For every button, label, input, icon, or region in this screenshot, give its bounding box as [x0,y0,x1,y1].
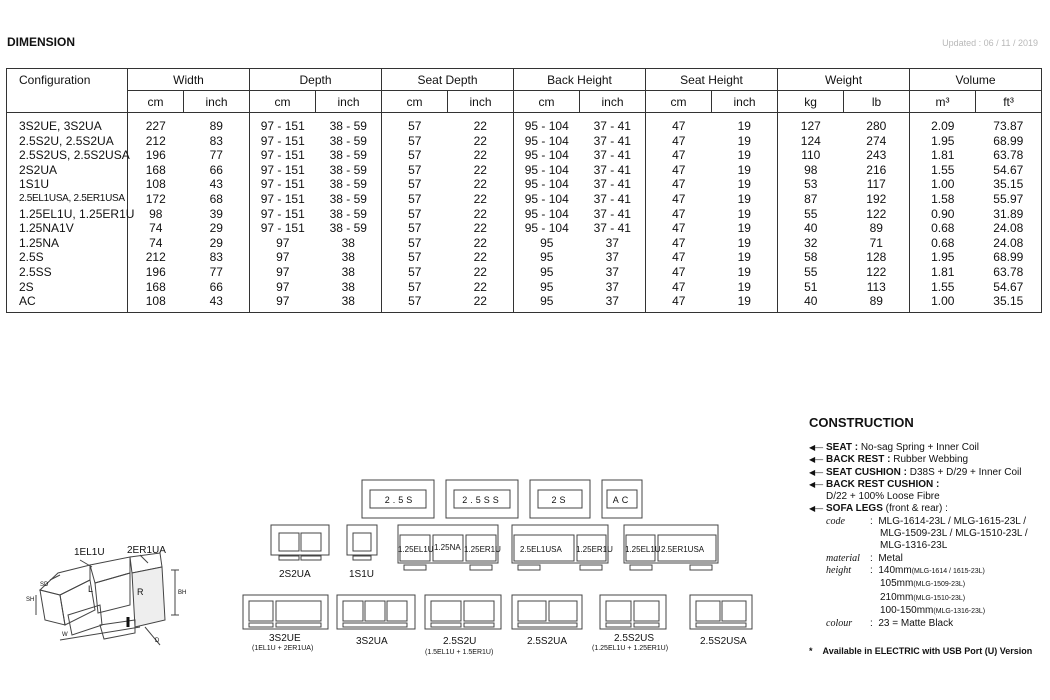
value-cell: 216 [844,163,910,178]
unit-header-row [7,91,1042,113]
value-cell: 98 [778,163,844,178]
value-cell: 212 [128,134,184,149]
mid-box-3: 1.25ER1U [464,545,501,554]
value-cell: 68 [184,192,250,207]
value-cell: 19 [712,134,778,149]
value-cell: 89 [184,113,250,134]
value-cell: 122 [844,207,910,222]
value-cell: 37 - 41 [580,177,646,192]
value-cell: 1.81 [910,148,976,163]
value-cell: 38 - 59 [316,192,382,207]
value-cell: 32 [778,236,844,251]
config-cell: 1.25NA1V [7,221,128,236]
value-cell: 57 [382,236,448,251]
value-cell: 19 [712,207,778,222]
value-cell: 63.78 [976,265,1042,280]
config-cell: 1S1U [7,177,128,192]
value-cell: 73.87 [976,113,1042,134]
value-cell: 117 [844,177,910,192]
value-cell: 55.97 [976,192,1042,207]
config-cell: 2.5SS [7,265,128,280]
table-row [7,265,1042,280]
config-cell: 2.5S2U, 2.5S2UA [7,134,128,149]
sofa-bh-label: BH [178,590,187,596]
table-row [7,113,1042,134]
config-cell: 2S [7,280,128,295]
layout-label-3s2ue: 3S2UE [269,633,301,644]
value-cell: 95 - 104 [514,192,580,207]
value-cell: 113 [844,280,910,295]
sofa-layout-diagram [0,455,800,700]
table-row [7,192,1042,207]
value-cell: 22 [448,192,514,207]
unit-header: inch [580,91,646,113]
value-cell: 68.99 [976,250,1042,265]
value-cell: 66 [184,163,250,178]
value-cell: 47 [646,134,712,149]
value-cell: 47 [646,148,712,163]
value-cell: 97 [250,236,316,251]
value-cell: 40 [778,221,844,236]
layout-label-2s2ua: 2S2UA [279,569,311,580]
value-cell: 22 [448,221,514,236]
value-cell: 95 - 104 [514,163,580,178]
mid-box-4: 2.5EL1USA [520,545,562,554]
value-cell: 58 [778,250,844,265]
header-seat-depth: Seat Depth [382,69,514,91]
value-cell: 168 [128,280,184,295]
layout-sub-2.5s2us: (1.25EL1U + 1.25ER1U) [592,645,669,652]
value-cell: 47 [646,265,712,280]
value-cell: 35.15 [976,294,1042,312]
value-cell: 22 [448,148,514,163]
table-row [7,148,1042,163]
group-header-row [7,69,1042,91]
unit-header: cm [382,91,448,113]
value-cell: 55 [778,265,844,280]
mid-box-5: 1.25ER1U [576,545,613,554]
value-cell: 22 [448,250,514,265]
construction-title: CONSTRUCTION [809,415,914,430]
value-cell: 97 [250,250,316,265]
value-cell: 95 - 104 [514,207,580,222]
value-cell: 38 [316,265,382,280]
config-cell: 2.5S [7,250,128,265]
value-cell: 95 - 104 [514,221,580,236]
value-cell: 19 [712,236,778,251]
value-cell: 89 [844,221,910,236]
header-weight: Weight [778,69,910,91]
value-cell: 57 [382,280,448,295]
value-cell: 168 [128,163,184,178]
layout-label-2.5s2us: 2.5S2US [614,633,655,644]
sofa-d-label: D [155,638,160,644]
value-cell: 108 [128,177,184,192]
header-back-height: Back Height [514,69,646,91]
value-cell: 47 [646,294,712,312]
config-cell: 3S2UE, 3S2UA [7,113,128,134]
value-cell: 19 [712,163,778,178]
value-cell: 95 [514,280,580,295]
arrow-icon: ◀— [809,504,824,514]
value-cell: 22 [448,294,514,312]
value-cell: 212 [128,250,184,265]
value-cell: 38 [316,280,382,295]
value-cell: 47 [646,250,712,265]
value-cell: 95 [514,265,580,280]
unit-header: cm [646,91,712,113]
value-cell: 47 [646,207,712,222]
sofa-sd-label: SD [40,582,49,588]
unit-header: lb [844,91,910,113]
value-cell: 57 [382,294,448,312]
arrow-icon: ◀— [809,467,824,477]
value-cell: 97 [250,294,316,312]
value-cell: 53 [778,177,844,192]
value-cell: 38 - 59 [316,113,382,134]
value-cell: 38 [316,294,382,312]
arrow-icon: ◀— [809,455,824,465]
value-cell: 1.95 [910,250,976,265]
value-cell: 57 [382,265,448,280]
config-cell: 2.5S2US, 2.5S2USA [7,148,128,163]
header-configuration: Configuration [7,69,128,113]
value-cell: 97 - 151 [250,163,316,178]
value-cell: 1.55 [910,280,976,295]
value-cell: 29 [184,221,250,236]
value-cell: 37 [580,280,646,295]
value-cell: 24.08 [976,221,1042,236]
mid-box-2: 1.25NA [434,543,461,552]
value-cell: 1.58 [910,192,976,207]
value-cell: 1.00 [910,294,976,312]
value-cell: 47 [646,113,712,134]
table-row [7,207,1042,222]
value-cell: 0.68 [910,221,976,236]
value-cell: 22 [448,265,514,280]
bottom-row-layouts [243,595,752,629]
table-row [7,294,1042,312]
value-cell: 22 [448,113,514,134]
value-cell: 57 [382,192,448,207]
value-cell: 66 [184,280,250,295]
value-cell: 274 [844,134,910,149]
sofa-label-right: 2ER1UA [127,545,166,556]
value-cell: 51 [778,280,844,295]
layout-label-2.5s: 2.5S [384,495,416,505]
config-cell: 1.25EL1U, 1.25ER1U [7,207,128,222]
value-cell: 43 [184,294,250,312]
value-cell: 19 [712,294,778,312]
unit-header: kg [778,91,844,113]
value-cell: 97 - 151 [250,177,316,192]
header-volume: Volume [910,69,1042,91]
value-cell: 38 - 59 [316,207,382,222]
value-cell: 38 - 59 [316,221,382,236]
value-cell: 97 - 151 [250,134,316,149]
value-cell: 22 [448,280,514,295]
value-cell: 29 [184,236,250,251]
value-cell: 47 [646,236,712,251]
value-cell: 83 [184,134,250,149]
value-cell: 95 [514,294,580,312]
value-cell: 24.08 [976,236,1042,251]
value-cell: 22 [448,163,514,178]
dimension-table [6,68,1042,313]
unit-header: cm [128,91,184,113]
mid-box-7: 2.5ER1USA [661,545,705,554]
value-cell: 95 - 104 [514,177,580,192]
value-cell: 55 [778,207,844,222]
layout-label-2.5ss: 2.5SS [462,495,502,505]
sofa-seat-r: R [137,587,144,597]
value-cell: 37 - 41 [580,134,646,149]
value-cell: 192 [844,192,910,207]
layout-label-ac: AC [612,495,632,505]
value-cell: 128 [844,250,910,265]
value-cell: 1.81 [910,265,976,280]
value-cell: 31.89 [976,207,1042,222]
value-cell: 97 - 151 [250,113,316,134]
value-cell: 122 [844,265,910,280]
value-cell: 37 [580,265,646,280]
value-cell: 97 - 151 [250,221,316,236]
value-cell: 227 [128,113,184,134]
header-depth: Depth [250,69,382,91]
value-cell: 37 - 41 [580,163,646,178]
config-cell: 2S2UA [7,163,128,178]
table-row [7,250,1042,265]
unit-header: cm [514,91,580,113]
unit-header: cm [250,91,316,113]
value-cell: 280 [844,113,910,134]
value-cell: 97 - 151 [250,192,316,207]
unit-header: inch [448,91,514,113]
layout-label-2.5s2u: 2.5S2U [443,636,477,647]
value-cell: 63.78 [976,148,1042,163]
value-cell: 19 [712,192,778,207]
value-cell: 40 [778,294,844,312]
layout-sub-3s2ue: (1EL1U + 2ER1UA) [252,645,314,652]
value-cell: 89 [844,294,910,312]
sofa-sh-label: SH [26,597,35,603]
unit-header: m³ [910,91,976,113]
value-cell: 37 - 41 [580,221,646,236]
layout-label-1s1u: 1S1U [349,569,375,580]
value-cell: 74 [128,236,184,251]
config-cell: AC [7,294,128,312]
value-cell: 77 [184,265,250,280]
config-cell: 2.5EL1USA, 2.5ER1USA [7,192,128,207]
arrow-icon: ◀— [809,443,824,452]
value-cell: 37 - 41 [580,113,646,134]
value-cell: 19 [712,280,778,295]
table-row [7,134,1042,149]
value-cell: 1.55 [910,163,976,178]
electric-note: * Available in ELECTRIC with USB Port (U) Version [809,646,1033,656]
value-cell: 1.95 [910,134,976,149]
value-cell: 37 - 41 [580,148,646,163]
value-cell: 97 [250,265,316,280]
value-cell: 2.09 [910,113,976,134]
value-cell: 1.00 [910,177,976,192]
unit-header: inch [712,91,778,113]
sofa-label-left: 1EL1U [74,547,105,558]
unit-header: ft³ [976,91,1042,113]
value-cell: 22 [448,134,514,149]
value-cell: 47 [646,280,712,295]
value-cell: 57 [382,148,448,163]
value-cell: 0.68 [910,236,976,251]
unit-header: inch [316,91,382,113]
value-cell: 47 [646,192,712,207]
value-cell: 83 [184,250,250,265]
mid-box-1: 1.25EL1U [398,545,434,554]
value-cell: 108 [128,294,184,312]
value-cell: 74 [128,221,184,236]
value-cell: 57 [382,250,448,265]
value-cell: 38 - 59 [316,148,382,163]
updated-date: Updated : 06 / 11 / 2019 [942,38,1038,48]
config-cell: 1.25NA [7,236,128,251]
value-cell: 95 - 104 [514,113,580,134]
header-seat-height: Seat Height [646,69,778,91]
value-cell: 57 [382,134,448,149]
value-cell: 97 [250,280,316,295]
sofa-w-label: W [62,632,68,638]
value-cell: 38 - 59 [316,134,382,149]
value-cell: 95 [514,236,580,251]
header-width: Width [128,69,250,91]
value-cell: 37 [580,236,646,251]
value-cell: 54.67 [976,163,1042,178]
value-cell: 243 [844,148,910,163]
value-cell: 196 [128,148,184,163]
construction-list: ◀— SEAT : No-sag Spring + Inner Coil ◀— BACK REST : Rubber Webbing ◀— SEAT CUSHION : D38S + D/29 + Inner Coil ◀— BACK REST CUSHION : D/22 + 100% Loose Fibre ◀— SOFA LEGS (front & rear) : code : MLG-1614-23L / MLG-1615-23L / MLG-1509-23L / MLG-1510-23L / MLG-1316-23L material : Metal height : 140mm(MLG-1614 / 1615-23L) 105mm(MLG-1509-23L) 210mm(MLG-1510-23L) 100-150mm(MLG-1316-23L) colour : 23 = Matte Black [809,442,1028,630]
value-cell: 95 - 104 [514,148,580,163]
value-cell: 57 [382,207,448,222]
layout-label-2s: 2S [551,495,569,505]
value-cell: 124 [778,134,844,149]
value-cell: 35.15 [976,177,1042,192]
value-cell: 0.90 [910,207,976,222]
value-cell: 22 [448,177,514,192]
value-cell: 95 [514,250,580,265]
value-cell: 37 [580,250,646,265]
value-cell: 19 [712,265,778,280]
value-cell: 98 [128,207,184,222]
value-cell: 22 [448,236,514,251]
value-cell: 19 [712,250,778,265]
value-cell: 95 - 104 [514,134,580,149]
mid-box-6: 1.25EL1U [625,545,661,554]
value-cell: 57 [382,113,448,134]
value-cell: 68.99 [976,134,1042,149]
value-cell: 71 [844,236,910,251]
value-cell: 19 [712,221,778,236]
table-row [7,221,1042,236]
arrow-icon: ◀— [809,479,824,489]
layout-sub-2.5s2u: (1.5EL1U + 1.5ER1U) [425,649,494,656]
value-cell: 22 [448,207,514,222]
value-cell: 57 [382,177,448,192]
layout-label-2.5s2usa: 2.5S2USA [700,636,747,647]
page-title: DIMENSION [7,35,76,49]
table-row [7,236,1042,251]
value-cell: 38 [316,250,382,265]
layout-label-2.5s2ua: 2.5S2UA [527,636,568,647]
value-cell: 57 [382,163,448,178]
value-cell: 38 - 59 [316,163,382,178]
value-cell: 196 [128,265,184,280]
value-cell: 43 [184,177,250,192]
layout-label-3s2ua: 3S2UA [356,636,388,647]
table-row [7,177,1042,192]
value-cell: 77 [184,148,250,163]
value-cell: 19 [712,177,778,192]
value-cell: 37 - 41 [580,192,646,207]
table-row [7,280,1042,295]
value-cell: 54.67 [976,280,1042,295]
value-cell: 47 [646,221,712,236]
value-cell: 47 [646,163,712,178]
value-cell: 47 [646,177,712,192]
value-cell: 38 - 59 [316,177,382,192]
value-cell: 37 - 41 [580,207,646,222]
table-row [7,163,1042,178]
value-cell: 38 [316,236,382,251]
value-cell: 87 [778,192,844,207]
unit-header: inch [184,91,250,113]
value-cell: 19 [712,148,778,163]
value-cell: 172 [128,192,184,207]
value-cell: 97 - 151 [250,148,316,163]
value-cell: 110 [778,148,844,163]
value-cell: 39 [184,207,250,222]
value-cell: 57 [382,221,448,236]
sofa-sketch [36,553,179,645]
value-cell: 37 [580,294,646,312]
value-cell: 97 - 151 [250,207,316,222]
value-cell: 127 [778,113,844,134]
value-cell: 19 [712,113,778,134]
sofa-seat-l: L [88,584,94,594]
